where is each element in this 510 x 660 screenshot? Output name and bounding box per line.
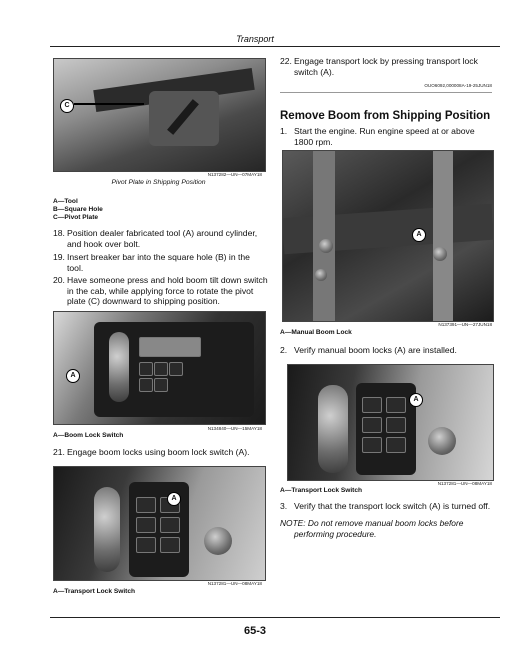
callout-a: A	[167, 492, 181, 506]
step-text: Have someone press and hold boom tilt down switch in the cab, while applying force to rotate the pivot plate (C) downward to shipping position.	[67, 275, 268, 306]
step-number: 18.	[53, 228, 65, 238]
switch-shape	[154, 378, 168, 392]
switch-shape	[386, 437, 406, 453]
step-text: Engage transport lock by pressing transport lock switch (A).	[294, 56, 478, 77]
step-text: Verify manual boom locks (A) are installed.	[294, 345, 457, 355]
step-number: 3.	[280, 501, 288, 511]
callout-a: A	[66, 369, 80, 383]
switch-shape	[362, 417, 382, 433]
section-rule	[280, 92, 492, 93]
bolt-shape	[433, 247, 447, 261]
dial-shape	[204, 527, 232, 555]
column-shape	[433, 151, 453, 321]
switch-shape	[136, 517, 156, 533]
legend-pivot-plate: C—Pivot Plate	[53, 214, 99, 221]
switch-shape	[362, 397, 382, 413]
legend-tool: A—Tool	[53, 198, 78, 205]
callout-a: A	[412, 228, 426, 242]
joystick-shape	[109, 332, 129, 402]
manual-boom-lock-photo	[282, 150, 494, 322]
transport-lock-switch-photo	[53, 466, 266, 581]
section-title: Remove Boom from Shipping Position	[280, 110, 491, 122]
switch-shape	[160, 517, 180, 533]
dial-shape	[428, 427, 456, 455]
figure-code: N137391—UN—27JUN18	[438, 322, 492, 327]
footer-rule	[50, 617, 500, 618]
joystick-shape	[94, 487, 120, 572]
legend-transport-lock-switch: A—Transport Lock Switch	[280, 487, 363, 494]
running-header: Transport	[236, 34, 274, 44]
document-code: OUO6092,000008A-19-25JUN18	[424, 83, 492, 88]
switch-shape	[139, 362, 153, 376]
pivot-plate-photo	[53, 58, 266, 172]
step-number: 1.	[280, 126, 288, 136]
step-text: Verify that the transport lock switch (A) is turned off.	[294, 501, 491, 511]
legend-transport-lock-switch: A—Transport Lock Switch	[53, 588, 136, 595]
figure-code: N137281—UN—08MAY18	[437, 481, 492, 486]
column-shape	[313, 151, 335, 321]
figure-code: N137282—UN—07MAY18	[207, 172, 262, 177]
switch-shape	[154, 362, 168, 376]
bolt-shape	[319, 239, 333, 253]
figure-code: N134840—UN—15MAY18	[207, 426, 262, 431]
switch-shape	[386, 417, 406, 433]
boom-lock-switch-photo	[53, 311, 266, 425]
step-number: 22.	[280, 56, 292, 66]
step-number: 2.	[280, 345, 288, 355]
step-text: Position dealer fabricated tool (A) around cylinder, and hook over bolt.	[67, 228, 258, 249]
switch-shape	[160, 537, 180, 553]
transport-lock-switch-photo	[287, 364, 494, 481]
step-text: Insert breaker bar into the square hole (B) in the tool.	[67, 252, 250, 273]
page-number: 65-3	[243, 625, 267, 637]
legend-boom-lock-switch: A—Boom Lock Switch	[53, 432, 124, 439]
note-text: NOTE: Do not remove manual boom locks before performing procedure.	[280, 518, 464, 539]
switch-shape	[386, 397, 406, 413]
callout-a: A	[409, 393, 423, 407]
bolt-shape	[315, 269, 327, 281]
figure-caption: Pivot Plate in Shipping Position	[111, 179, 206, 186]
switch-shape	[362, 437, 382, 453]
step-number: 19.	[53, 252, 65, 262]
switch-shape	[169, 362, 183, 376]
step-number: 21.	[53, 447, 65, 457]
callout-c: C	[60, 99, 74, 113]
display-shape	[139, 337, 201, 357]
header-rule	[50, 46, 500, 47]
figure-code: N137281—UN—08MAY18	[207, 581, 262, 586]
switch-shape	[136, 497, 156, 513]
joystick-shape	[318, 385, 348, 473]
legend-manual-boom-lock: A—Manual Boom Lock	[280, 329, 352, 336]
switch-shape	[139, 378, 153, 392]
callout-leader	[74, 103, 144, 105]
step-text: Engage boom locks using boom lock switch (A).	[67, 447, 250, 457]
step-text: Start the engine. Run engine speed at or above 1800 rpm.	[294, 126, 475, 147]
step-number: 20.	[53, 275, 65, 285]
legend-square-hole: B—Square Hole	[53, 206, 103, 213]
switch-shape	[136, 537, 156, 553]
